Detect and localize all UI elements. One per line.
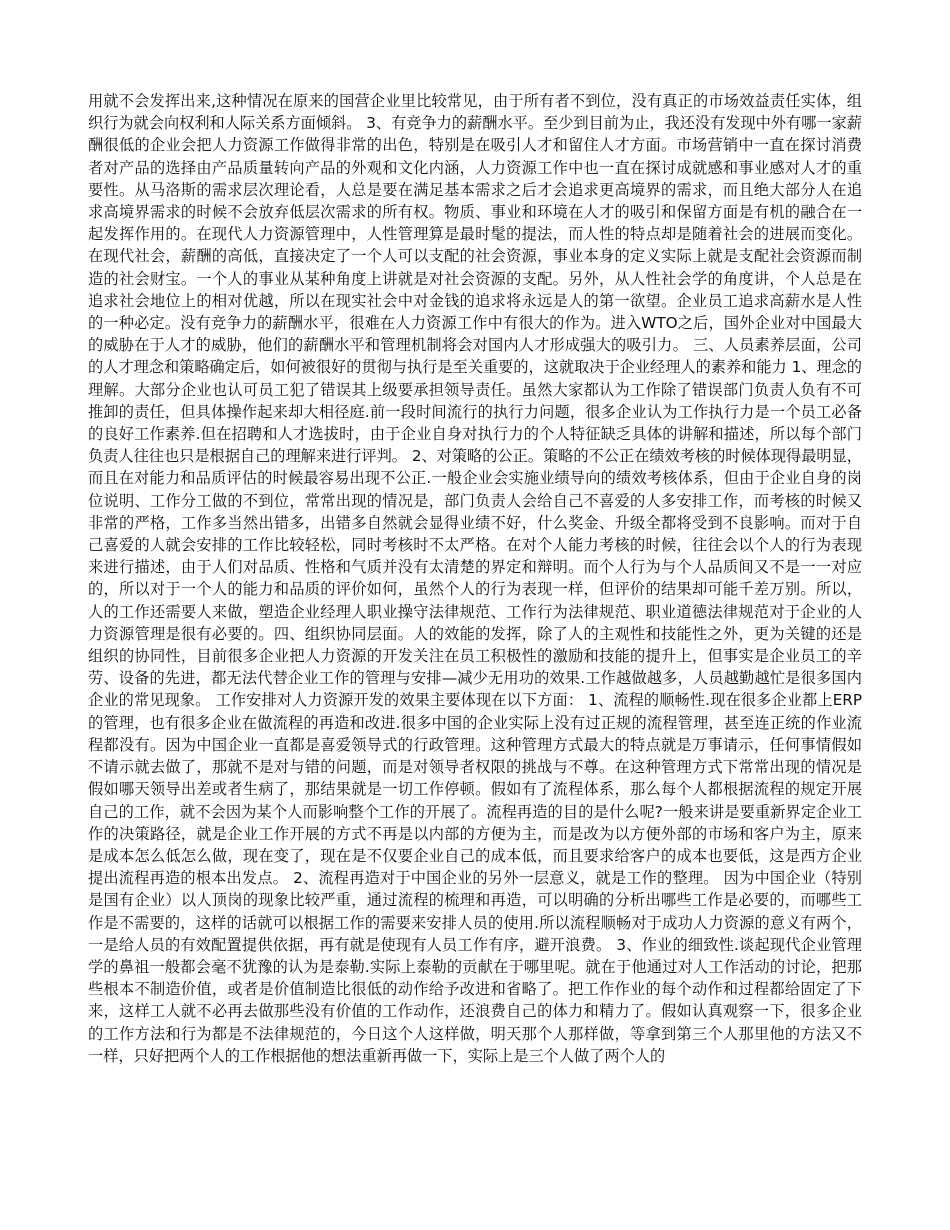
document-page — [88, 90, 862, 1067]
body-text: 用就不会发挥出来,这种情况在原来的国营企业里比较常见，由于所有者不到位，没有真正的市场效益责任实体，组织行为就会向权利和人际关系方面倾斜。 3、有竞争力的薪酬水平。至少到目前为止，我还没有发现中外有哪一家薪酬很低的企业会把人力资源工作做得非常的出色，特别是在吸引人才和留住人才方面。市场营销中一直在探讨消费者对产品的选择由产品质量转向产品的外观和文化内涵，人力资源工作中也一直在探讨成就感和事业感对人才的重要性。从马洛斯的需求层次理论看，人总是要在满足基本需求之后才会追求更高境界的需求，而且绝大部分人在追求高境界需求的时候不会放弃低层次需求的所有权。物质、事业和环境在人才的吸引和保留方面是有机的融合在一起发挥作用的。在现代人力资源管理中，人性管理算是最时髦的提法，而人性的特点却是随着社会的进展而变化。在现代社会，薪酬的高低，直接决定了一个人可以支配的社会资源，事业本身的定义实际上就是支配社会资源而制造的社会财宝。一个人的事业从某种角度上讲就是对社会资源的支配。另外，从人性社会学的角度讲，个人总是在追求社会地位上的相对优越，所以在现实社会中对金钱的追求将永远是人的第一欲望。企业员工追求高薪水是人性的一种必定。没有竞争力的薪酬水平，很难在人力资源工作中有很大的作为。进入WTO之后，国外企业对中国最大的威胁在于人才的威胁，他们的薪酬水平和管理机制将会对国内人才形成强大的吸引力。 三、人员素养层面，公司的人才理念和策略确定后，如何被很好的贯彻与执行是至关重要的，这就取决于企业经理人的素养和能力 1、理念的理解。大部分企业也认可员工犯了错误其上级要承担领导责任。虽然大家都认为工作除了错误部门负责人负有不可推卸的责任，但具体操作起来却大相径庭.前一段时间流行的执行力问题，很多企业认为工作执行力是一个员工必备的良好工作素养.但在招聘和人才选拔时，由于企业自身对执行力的个人特征缺乏具体的讲解和描述，所以每个部门负责人往往也只是根据自己的理解来进行评判。 2、对策略的公正。策略的不公正在绩效考核的时候体现得最明显，而且在对能力和品质评估的时候最容易出现不公正.一般企业会实施业绩导向的绩效考核体系，但由于企业自身的岗位说明、工作分工做的不到位，常常出现的情况是，部门负责人会给自己不喜爱的人多安排工作，而考核的时候又非常的严格，工作多当然出错多，出错多自然就会显得业绩不好，什么奖金、升级全都将受到不良影响。而对于自己喜爱的人就会安排的工作比较轻松，同时考核时不太严格。在对个人能力考核的时候，往往会以个人的行为表现来进行描述，由于人们对品质、性格和气质并没有太清楚的界定和辩明。而个人行为与个人品质间又不是一一对应的，所以对于一个人的能力和品质的评价如何，虽然个人的行为表现一样，但评价的结果却可能千差万别。所以，人的工作还需要人来做，塑造企业经理人职业操守法律规范、工作行为法律规范、职业道德法律规范对于企业的人力资源管理是很有必要的。四、组织协同层面。人的效能的发挥，除了人的主观性和技能性之外，更为关键的还是组织的协同性，目前很多企业把人力资源的开发关注在员工积极性的激励和技能的提升上，但事实是企业员工的辛劳、设备的先进，都无法代替企业工作的管理与安排—减少无用功的效果.工作越做越多，人员越勤越忙是很多国内企业的常见现象。 工作安排对人力资源开发的效果主要体现在以下方面： 1、流程的顺畅性.现在很多企业都上ERP的管理，也有很多企业在做流程的再造和改进.很多中国的企业实际上没有过正规的流程管理，甚至连正统的作业流程都没有。因为中国企业一直都是喜爱领导式的行政管理。这种管理方式最大的特点就是万事请示，任何事情假如不请示就去做了，那就不是对与错的问题，而是对领导者权限的挑战与不尊。在这种管理方式下常常出现的情况是假如哪天领导出差或者生病了，那结果就是一切工作停顿。假如有了流程体系，那么每个人都根据流程的规定开展自己的工作，就不会因为某个人而影响整个工作的开展了。流程再造的目的是什么呢?一般来讲是要重新界定企业工作的决策路径，就是企业工作开展的方式不再是以内部的方便为主，而是改为以方便外部的市场和客户为主，原来是成本怎么低怎么做，现在变了，现在是不仅要企业自己的成本低，而且要求给客户的成本也要低，这是西方企业提出流程再造的根本出发点。 2、流程再造对于中国企业的另外一层意义，就是工作的整理。 因为中国企业（特别是国有企业）以人顶岗的现象比较严重，通过流程的梳理和再造，可以明确的分析出哪些工作是必要的，而哪些工作是不需要的，这样的话就可以根据工作的需要来安排人员的使用.所以流程顺畅对于成功人力资源的意义有两个，一是给人员的有效配置提供依据，再有就是使现有人员工作有序，避开浪费。 3、作业的细致性.谈起现代企业管理学的鼻祖一般都会毫不犹豫的认为是泰勒.实际上泰勒的贡献在于哪里呢。就在于他通过对人工作活动的讨论，把那些根本不制造价值，或者是价值制造比很低的动作给予改进和省略了。把工作作业的每个动作和过程都给固定了下来，这样工人就不必再去做那些没有价值的工作动作，还浪费自己的体力和精力了。假如认真观察一下，很多企业的工作方法和行为都是不法律规范的，今日这个人这样做，明天那个人那样做，等拿到第三个人那里他的方法又不一样，只好把两个人的工作根据他的想法重新再做一下，实际上是三个人做了两个人的 — [88, 92, 862, 1065]
